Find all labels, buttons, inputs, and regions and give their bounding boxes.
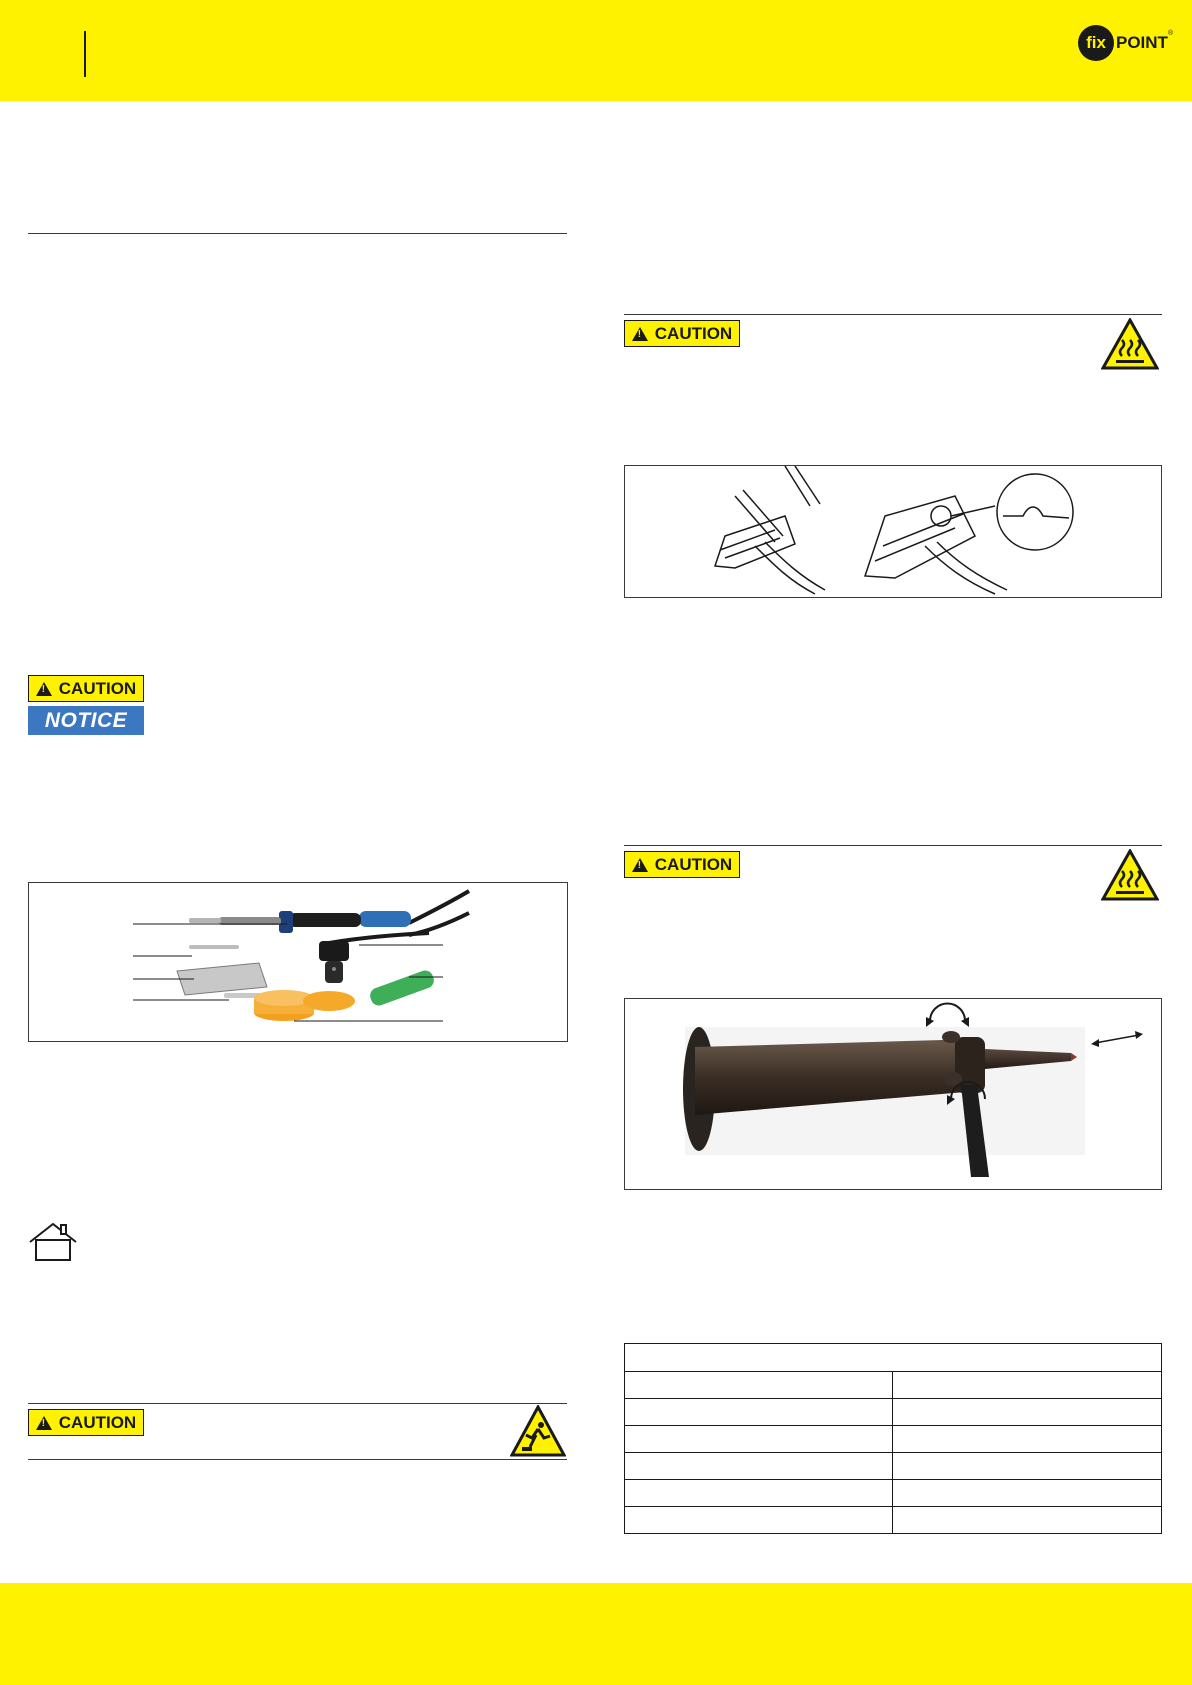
kit-illustration bbox=[29, 883, 568, 1042]
table-row bbox=[625, 1399, 1162, 1426]
warning-triangle-icon bbox=[36, 682, 52, 696]
caution-badge-1 bbox=[28, 675, 144, 702]
table-row bbox=[625, 1372, 1162, 1399]
section-rule-left-2 bbox=[28, 1403, 567, 1404]
table-row bbox=[625, 1507, 1162, 1534]
caution-badge-4 bbox=[624, 851, 740, 878]
hot-surface-warning-icon bbox=[1101, 849, 1159, 901]
warning-triangle-icon bbox=[632, 858, 648, 872]
tip-change-figure bbox=[624, 998, 1162, 1190]
table-cell bbox=[893, 1426, 1162, 1453]
table-cell bbox=[893, 1453, 1162, 1480]
section-rule-right-1 bbox=[624, 314, 1162, 315]
spacer bbox=[28, 1546, 29, 1547]
tip-change-illustration bbox=[625, 999, 1162, 1190]
section-rule-right-2 bbox=[624, 845, 1162, 846]
brand-logo bbox=[1078, 24, 1173, 62]
table-cell bbox=[625, 1453, 893, 1480]
table-row bbox=[625, 1453, 1162, 1480]
notice-badge bbox=[28, 706, 144, 735]
table-cell bbox=[625, 1507, 893, 1534]
house-icon bbox=[28, 1222, 78, 1262]
footer-band bbox=[0, 1583, 1192, 1685]
warning-triangle-icon bbox=[632, 327, 648, 341]
brand-logo-registered: ® bbox=[1167, 30, 1174, 37]
trip-hazard-warning-icon bbox=[510, 1405, 566, 1457]
caution-label: CAUTION bbox=[654, 854, 733, 874]
spec-table-header-cell bbox=[625, 1344, 1162, 1372]
spec-table bbox=[624, 1343, 1162, 1534]
header-band bbox=[0, 0, 1192, 101]
table-row bbox=[625, 1480, 1162, 1507]
table-cell bbox=[625, 1426, 893, 1453]
table-cell bbox=[893, 1507, 1162, 1534]
stand-figure bbox=[624, 465, 1162, 598]
brand-logo-mark: fix bbox=[1078, 25, 1114, 61]
table-cell bbox=[893, 1399, 1162, 1426]
caution-label: CAUTION bbox=[58, 1412, 137, 1432]
notice-label: NOTICE bbox=[44, 708, 128, 732]
table-cell bbox=[625, 1399, 893, 1426]
table-row bbox=[625, 1426, 1162, 1453]
brand-logo-word: POINT bbox=[1116, 33, 1168, 52]
caution-badge-2 bbox=[28, 1409, 144, 1436]
stand-illustration bbox=[625, 466, 1162, 598]
warning-triangle-icon bbox=[36, 1416, 52, 1430]
section-rule-left-3 bbox=[28, 1459, 567, 1460]
header-divider bbox=[84, 31, 86, 77]
caution-label: CAUTION bbox=[58, 678, 137, 698]
spec-table-header-row bbox=[625, 1344, 1162, 1372]
caution-badge-3 bbox=[624, 320, 740, 347]
table-cell bbox=[625, 1372, 893, 1399]
section-rule-left-1 bbox=[28, 233, 567, 234]
table-cell bbox=[625, 1480, 893, 1507]
caution-label: CAUTION bbox=[654, 323, 733, 343]
kit-figure bbox=[28, 882, 568, 1042]
hot-surface-warning-icon bbox=[1101, 318, 1159, 370]
table-cell bbox=[893, 1372, 1162, 1399]
table-cell bbox=[893, 1480, 1162, 1507]
